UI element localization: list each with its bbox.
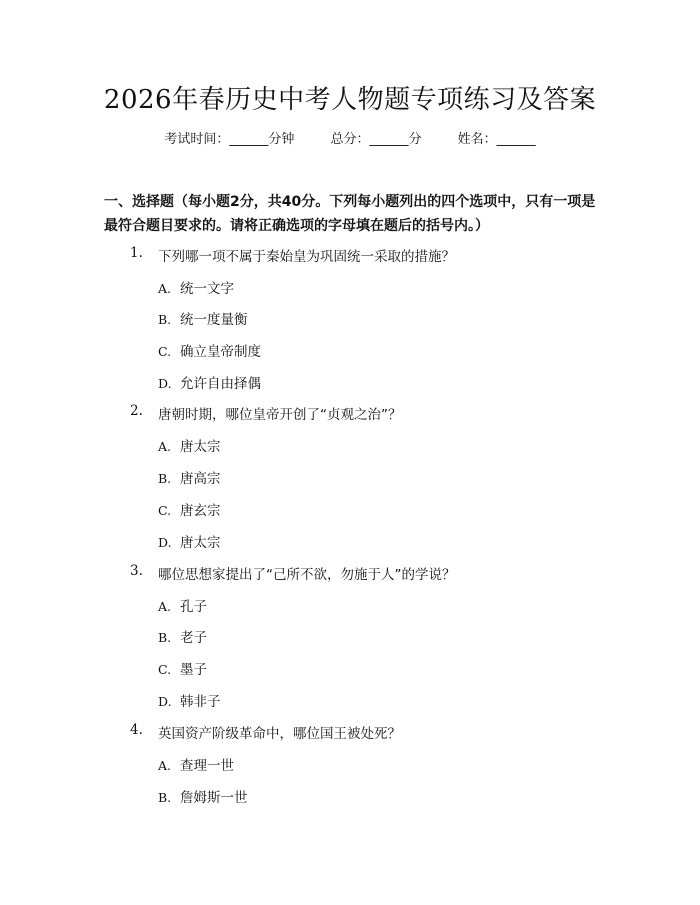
option-letter: C. (158, 503, 172, 518)
option-item (158, 786, 248, 806)
question-stem: 哪位思想家提出了“己所不欲，勿施于人”的学说？ (158, 567, 456, 583)
question-stem: 下列哪一项不属于秦始皇为巩固统一采取的措施？ (158, 249, 455, 265)
option-item (158, 595, 207, 615)
option-letter: C. (158, 344, 172, 359)
option-item (158, 754, 234, 774)
question-number: 4. (130, 722, 143, 738)
option-text: 唐太宗 (180, 535, 221, 551)
option-item (158, 372, 261, 392)
option-item (158, 690, 221, 710)
option-text: 詹姆斯一世 (180, 790, 248, 806)
option-letter: C. (158, 662, 172, 677)
option-text: 唐高宗 (180, 471, 221, 487)
question-number: 1. (130, 245, 143, 261)
option-text: 韩非子 (180, 694, 221, 710)
option-text: 允许自由择偶 (180, 376, 261, 392)
section-heading-line: 一、选择题（每小题2分，共40分。下列每小题列出的四个选项中，只有一项是 (104, 194, 596, 210)
total-score-field: 总分：______分 (330, 132, 422, 147)
question-stem: 英国资产阶级革命中，哪位国王被处死？ (158, 726, 401, 742)
option-letter: D. (158, 376, 172, 391)
question-stem: 唐朝时期，哪位皇帝开创了“贞观之治”？ (158, 407, 402, 423)
option-item (158, 340, 261, 360)
option-item (158, 308, 248, 328)
option-letter: A. (158, 758, 172, 773)
section-heading (104, 190, 604, 238)
option-text: 唐玄宗 (180, 503, 221, 519)
option-item (158, 658, 207, 678)
option-item (158, 435, 221, 455)
option-item (158, 467, 221, 487)
option-letter: D. (158, 694, 172, 709)
option-letter: A. (158, 281, 172, 296)
option-item (158, 626, 207, 646)
option-text: 孔子 (180, 599, 207, 615)
option-letter: A. (158, 439, 172, 454)
option-letter: B. (158, 790, 172, 805)
question-number: 2. (130, 403, 143, 419)
option-text: 墨子 (180, 662, 207, 678)
option-letter: B. (158, 312, 172, 327)
option-letter: D. (158, 535, 172, 550)
question-number: 3. (130, 563, 143, 579)
option-text: 老子 (180, 630, 207, 646)
student-name-field: 姓名：______ (457, 132, 536, 147)
section-heading-line: 最符合题目要求的。请将正确选项的字母填在题后的括号内。） (104, 218, 489, 234)
option-text: 唐太宗 (180, 439, 221, 455)
option-letter: B. (158, 471, 172, 486)
option-item (158, 277, 234, 297)
option-letter: B. (158, 630, 172, 645)
option-item (158, 531, 221, 551)
option-text: 确立皇帝制度 (180, 344, 261, 360)
option-text: 查理一世 (180, 758, 234, 774)
option-text: 统一文字 (180, 281, 234, 297)
option-text: 统一度量衡 (180, 312, 248, 328)
page-title: 2026年春历史中考人物题专项练习及答案 (103, 85, 597, 115)
exam-meta (0, 131, 700, 149)
option-letter: A. (158, 599, 172, 614)
option-item (158, 499, 221, 519)
exam-time-field: 考试时间：______分钟 (164, 132, 295, 147)
